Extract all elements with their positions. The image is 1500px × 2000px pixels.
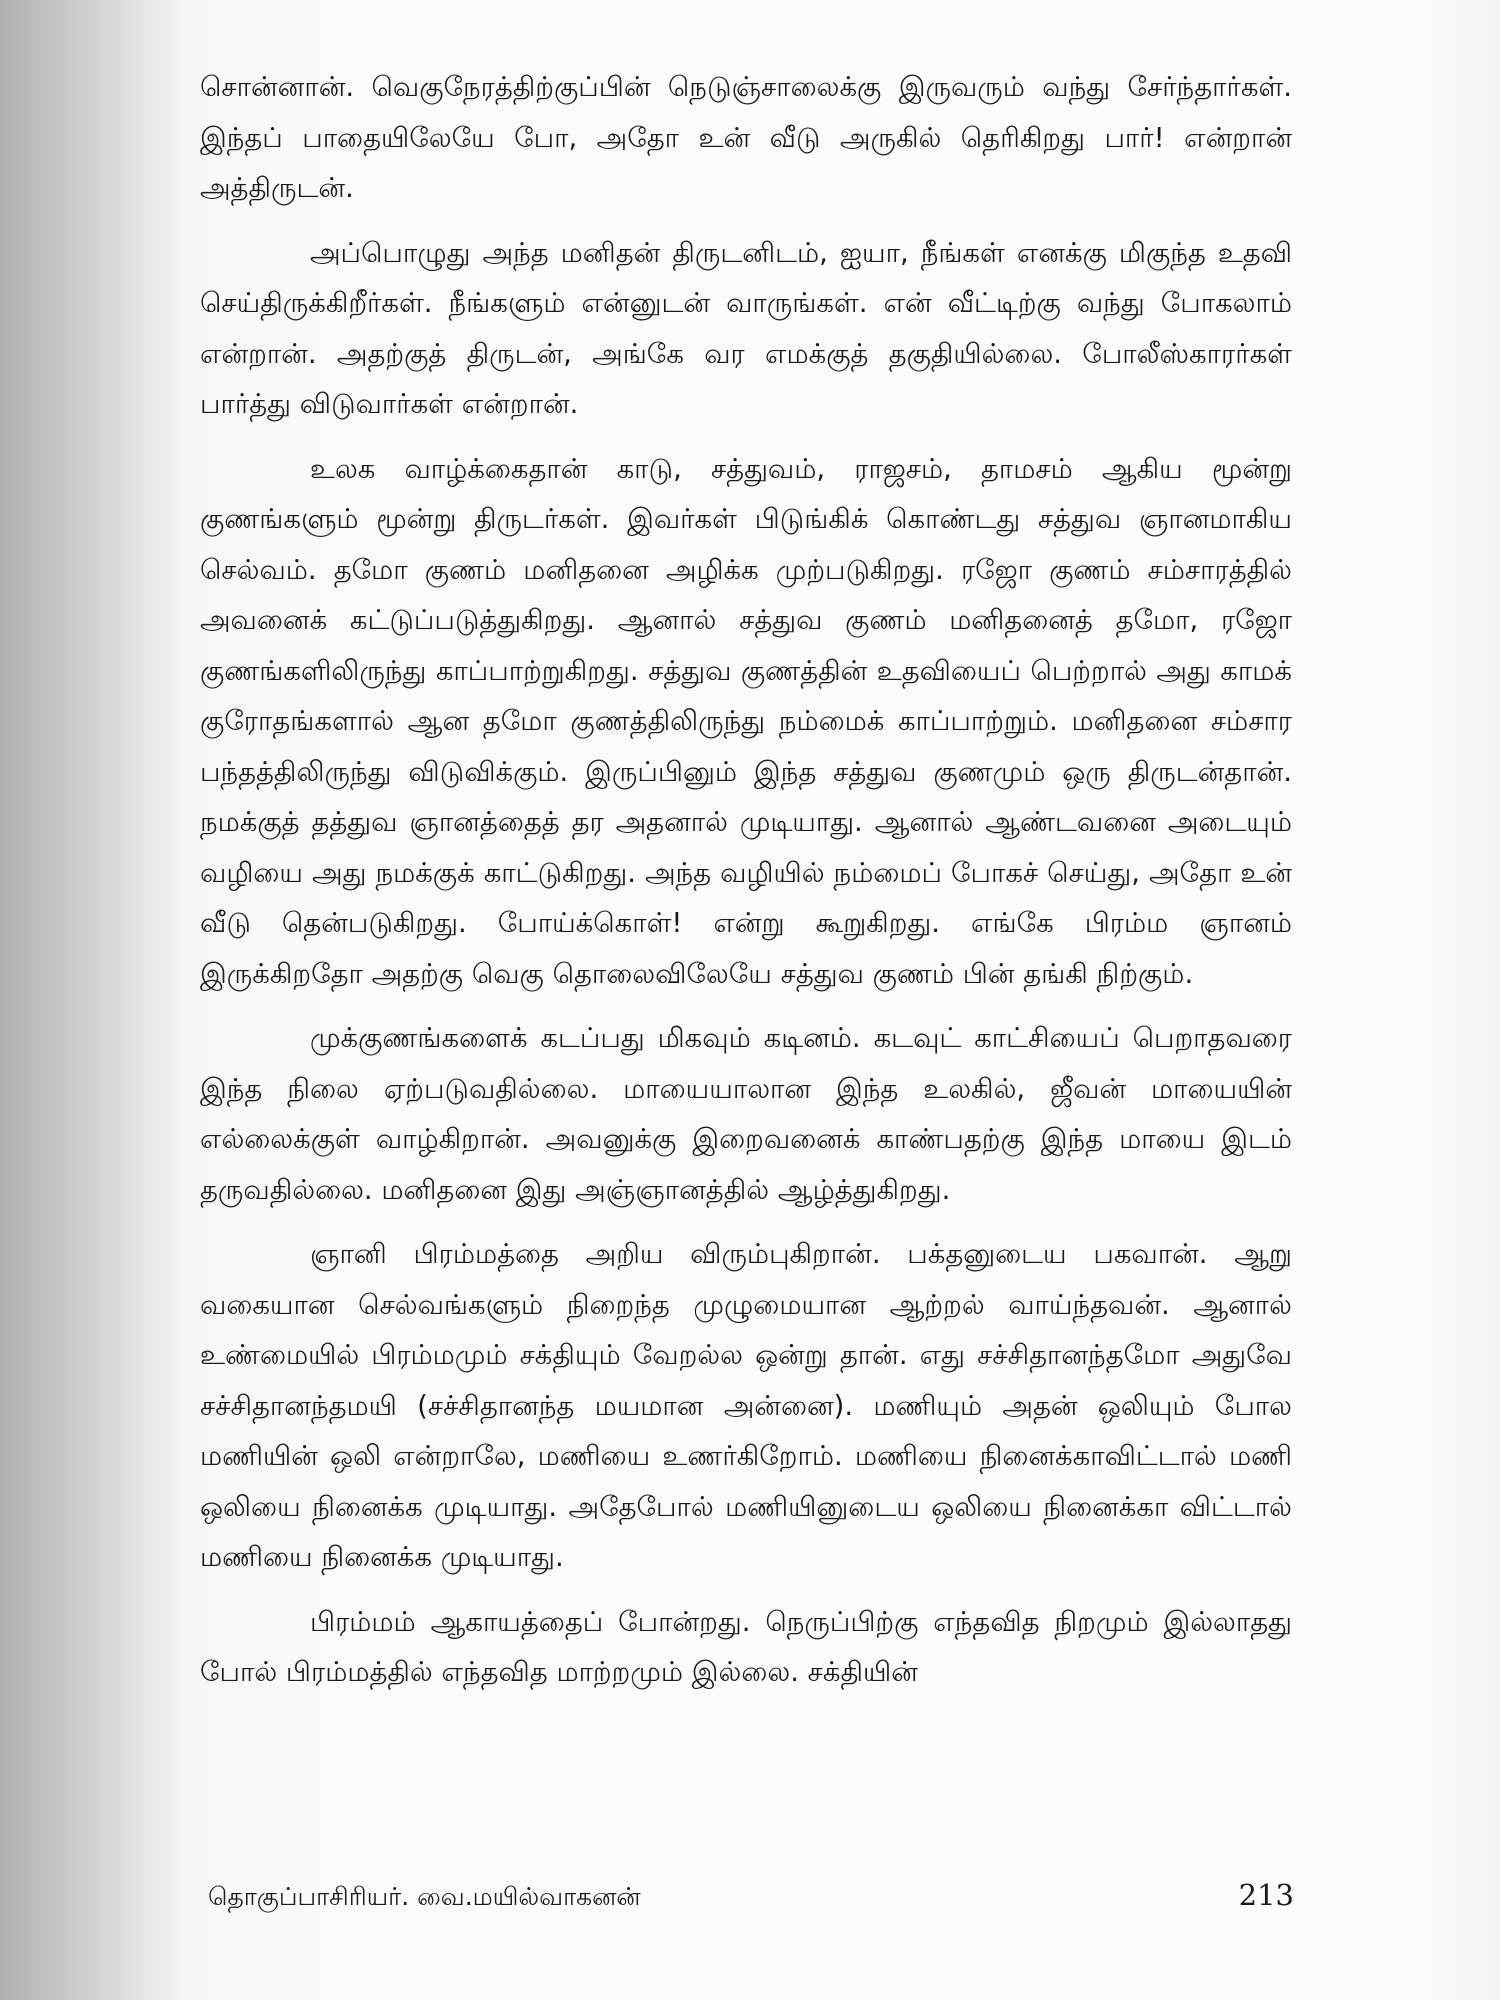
- page-footer: [208, 1878, 1294, 1926]
- paragraph: உலக வாழ்க்கைதான் காடு, சத்துவம், ராஜசம், தாமசம் ஆகிய மூன்று குணங்களும் மூன்று திருடர்கள். இவர்கள் பிடுங்கிக் கொண்டது சத்துவ ஞானமாகிய செல்வம். தமோ குணம் மனிதனை அழிக்க முற்படுகிறது. ரஜோ குணம் சம்சாரத்தில் அவனைக் கட்டுப்படுத்துகிறது. ஆனால் சத்துவ குணம் மனிதனைத் தமோ, ரஜோ குணங்களிலிருந்து காப்பாற்றுகிறது. சத்துவ குணத்தின் உதவியைப் பெற்றால் அது காமக் குரோதங்களால் ஆன தமோ குணத்திலிருந்து நம்மைக் காப்பாற்றும். மனிதனை சம்சார பந்தத்திலிருந்து விடுவிக்கும். இருப்பினும் இந்த சத்துவ குணமும் ஒரு திருடன்தான். நமக்குத் தத்துவ ஞானத்தைத் தர அதனால் முடியாது. ஆனால் ஆண்டவனை அடையும் வழியை அது நமக்குக் காட்டுகிறது. அந்த வழியில் நம்மைப் போகச் செய்து, அதோ உன் வீடு தென்படுகிறது. போய்க்கொள்! என்று கூறுகிறது. எங்கே பிரம்ம ஞானம் இருக்கிறதோ அதற்கு வெகு தொலைவிலேயே சத்துவ குணம் பின் தங்கி நிற்கும்.: [200, 452, 1292, 990]
- paragraph: பிரம்மம் ஆகாயத்தைப் போன்றது. நெருப்பிற்கு எந்தவித நிறமும் இல்லாதது போல் பிரம்மத்தில் எந்தவித மாற்றமும் இல்லை. சக்தியின்: [200, 1605, 1292, 1688]
- body-text: [200, 62, 1292, 1712]
- compiler-credit: தொகுப்பாசிரியர். வை.மயில்வாகனன்: [208, 1882, 641, 1911]
- binding-shadow: [0, 0, 190, 2000]
- page-number: 213: [1238, 1878, 1294, 1912]
- paragraph-continued: சொன்னான். வெகுநேரத்திற்குப்பின் நெடுஞ்சாலைக்கு இருவரும் வந்து சேர்ந்தார்கள். இந்தப் பாதையிலேயே போ, அதோ உன் வீடு அருகில் தெரிகிறது பார்! என்றான் அத்திருடன்.: [200, 71, 1292, 204]
- paragraph: முக்குணங்களைக் கடப்பது மிகவும் கடினம். கடவுட் காட்சியைப் பெறாதவரை இந்த நிலை ஏற்படுவதில்லை. மாயையாலான இந்த உலகில், ஜீவன் மாயையின் எல்லைக்குள் வாழ்கிறான். அவனுக்கு இறைவனைக் காண்பதற்கு இந்த மாயை இடம் தருவதில்லை. மனிதனை இது அஞ்ஞானத்தில் ஆழ்த்துகிறது.: [200, 1022, 1292, 1206]
- paragraph: ஞானி பிரம்மத்தை அறிய விரும்புகிறான். பக்தனுடைய பகவான். ஆறு வகையான செல்வங்களும் நிறைந்த முழுமையான ஆற்றல் வாய்ந்தவன். ஆனால் உண்மையில் பிரம்மமும் சக்தியும் வேறல்ல ஒன்று தான். எது சச்சிதானந்தமோ அதுவே சச்சிதானந்தமயி (சச்சிதானந்த மயமான அன்னை). மணியும் அதன் ஒலியும் போல மணியின் ஒலி என்றாலே, மணியை உணர்கிறோம். மணியை நினைக்காவிட்டால் மணி ஒலியை நினைக்க முடியாது. அதேபோல் மணியினுடைய ஒலியை நினைக்கா விட்டால் மணியை நினைக்க முடியாது.: [200, 1238, 1292, 1573]
- paragraph: அப்பொழுது அந்த மனிதன் திருடனிடம், ஐயா, நீங்கள் எனக்கு மிகுந்த உதவி செய்திருக்கிறீர்கள். நீங்களும் என்னுடன் வாருங்கள். என் வீட்டிற்கு வந்து போகலாம் என்றான். அதற்குத் திருடன், அங்கே வர எமக்குத் தகுதியில்லை. போலீஸ்காரர்கள் பார்த்து விடுவார்கள் என்றான்.: [200, 236, 1292, 420]
